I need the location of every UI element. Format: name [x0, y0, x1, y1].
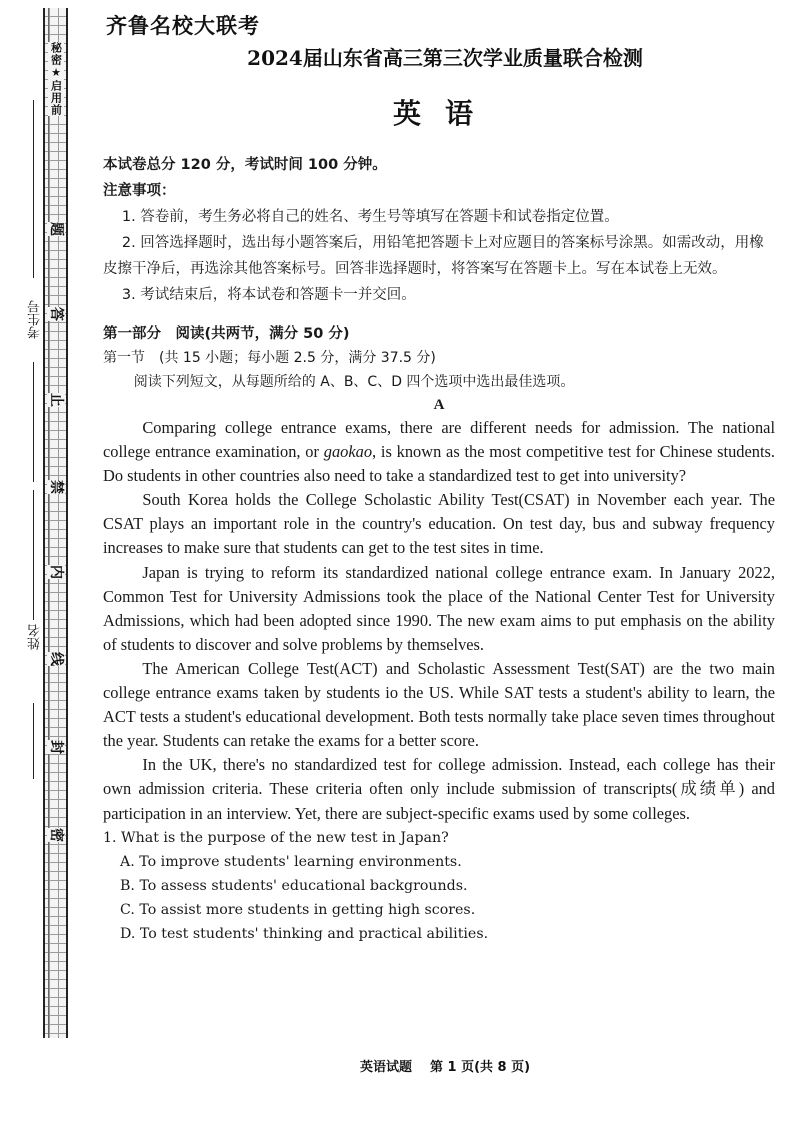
question-option-a: A. To improve students' learning environments.	[120, 853, 462, 870]
passage-paragraph	[103, 416, 775, 488]
student-id-label: 考生号	[28, 300, 43, 339]
paragraph-text: Japan is trying to reform its standardized national college entrance exam. In January 2022, Common Test for University Admissions took the place of the National Center Test for University Admissions, which had been adopted since 1990. The new exam aims to put emphasis on the ability of students to discover and solve problems by themselves.	[103, 562, 775, 654]
question-option-d: D. To test students' thinking and practical abilities.	[120, 926, 489, 943]
question-option-b: B. To assess students' educational backgrounds.	[120, 878, 468, 894]
paragraph-text: Comparing college entrance exams, there are different needs for admission. The national college entrance examination, or	[103, 418, 775, 462]
paragraph-text: South Korea holds the College Scholastic Ability Test(CSAT) in November each year. The CSAT plays an important role in the country's education. On test day, bus and subway frequency increases to make sure that students can get to the test sites in time.	[103, 490, 775, 558]
passage-paragraph	[103, 657, 775, 753]
seal-char-ti: 题	[47, 222, 64, 236]
paragraph-italic-term: gaokao	[323, 442, 373, 462]
notice-item-2: 2. 回答选择题时，选出每小题答案后，用铅笔把答题卡上对应题目的答案标号涂黑。如需改动，用橡皮擦干净后，再选涂其他答案标号。回答非选择题时，将答案写在答题卡上。写在本试卷上无效。	[103, 235, 764, 277]
question-option-c: C. To assist more students in getting high scores.	[120, 902, 476, 919]
footer-subject: 英语试题	[359, 1060, 412, 1075]
seal-inner-line	[48, 8, 49, 1038]
section1-title: 第一节 (共 15 小题；每小题 2.5 分，满分 37.5 分)	[103, 350, 436, 366]
paragraph-text: , is known as the most competitive test for Chinese students. Do students in other countries also need to take a standardized test to get into university?	[103, 442, 776, 486]
confidential-mark: 秘密★启用前	[49, 42, 63, 116]
passage-label: A	[433, 397, 445, 413]
seal-char-mi: 密	[47, 828, 64, 842]
seal-char-jin: 禁	[47, 480, 64, 494]
exam-summary: 本试卷总分 120 分，考试时间 100 分钟。	[103, 157, 387, 173]
question-stem: 1. What is the purpose of the new test in Japan?	[103, 829, 449, 846]
paragraph-text: In the UK, there's no standardized test for college admission. Instead, each college has their own admission criteria. These criteria often only include submission of transcripts(成绩单) and participation in an interview. Yet, there are subject-specific exams used by some colleges.	[103, 755, 775, 823]
org-title: 齐鲁名校大联考	[106, 14, 260, 38]
seal-char-xian: 线	[47, 652, 64, 666]
spacer	[103, 308, 775, 322]
exam-content	[103, 152, 775, 947]
name-line-bottom	[33, 703, 34, 779]
subject-title: 英语	[392, 97, 497, 130]
notice-item-3: 3. 考试结束后，将本试卷和答题卡一并交回。	[121, 287, 416, 303]
seal-char-feng: 封	[47, 740, 64, 754]
student-id-line-bottom	[33, 362, 34, 482]
passage-paragraph	[103, 753, 775, 825]
name-line-top	[33, 490, 34, 620]
notice-item-1: 1. 答卷前，考生务必将自己的姓名、考生号等填写在答题卡和试卷指定位置。	[121, 209, 619, 225]
passage-paragraph	[103, 561, 775, 657]
seal-line-strip	[43, 8, 68, 1038]
exam-title: 2024届山东省高三第三次学业质量联合检测	[247, 46, 643, 70]
seal-char-zhi: 止	[47, 393, 64, 407]
seal-char-da: 答	[47, 307, 64, 321]
page-footer	[0, 1056, 800, 1075]
part1-title: 第一部分 阅读(共两节，满分 50 分)	[103, 326, 350, 342]
paragraph-text: The American College Test(ACT) and Scholastic Assessment Test(SAT) are the two main college entrance exams taken by students io the US. While SAT tests a student's ability to learn, the ACT tests a student's educational development. Both tests normally take place seven times throughout the year. Students can retake the exams for a better score.	[103, 658, 775, 751]
name-label: 姓名	[28, 624, 43, 650]
passage-paragraph	[103, 488, 775, 560]
reading-directions: 阅读下列短文，从每题所给的 A、B、C、D 四个选项中选出最佳选项。	[133, 374, 575, 390]
notice-title: 注意事项：	[103, 183, 176, 199]
footer-page-number: 第 1 页(共 8 页)	[429, 1060, 531, 1075]
seal-char-nei: 内	[47, 565, 64, 579]
